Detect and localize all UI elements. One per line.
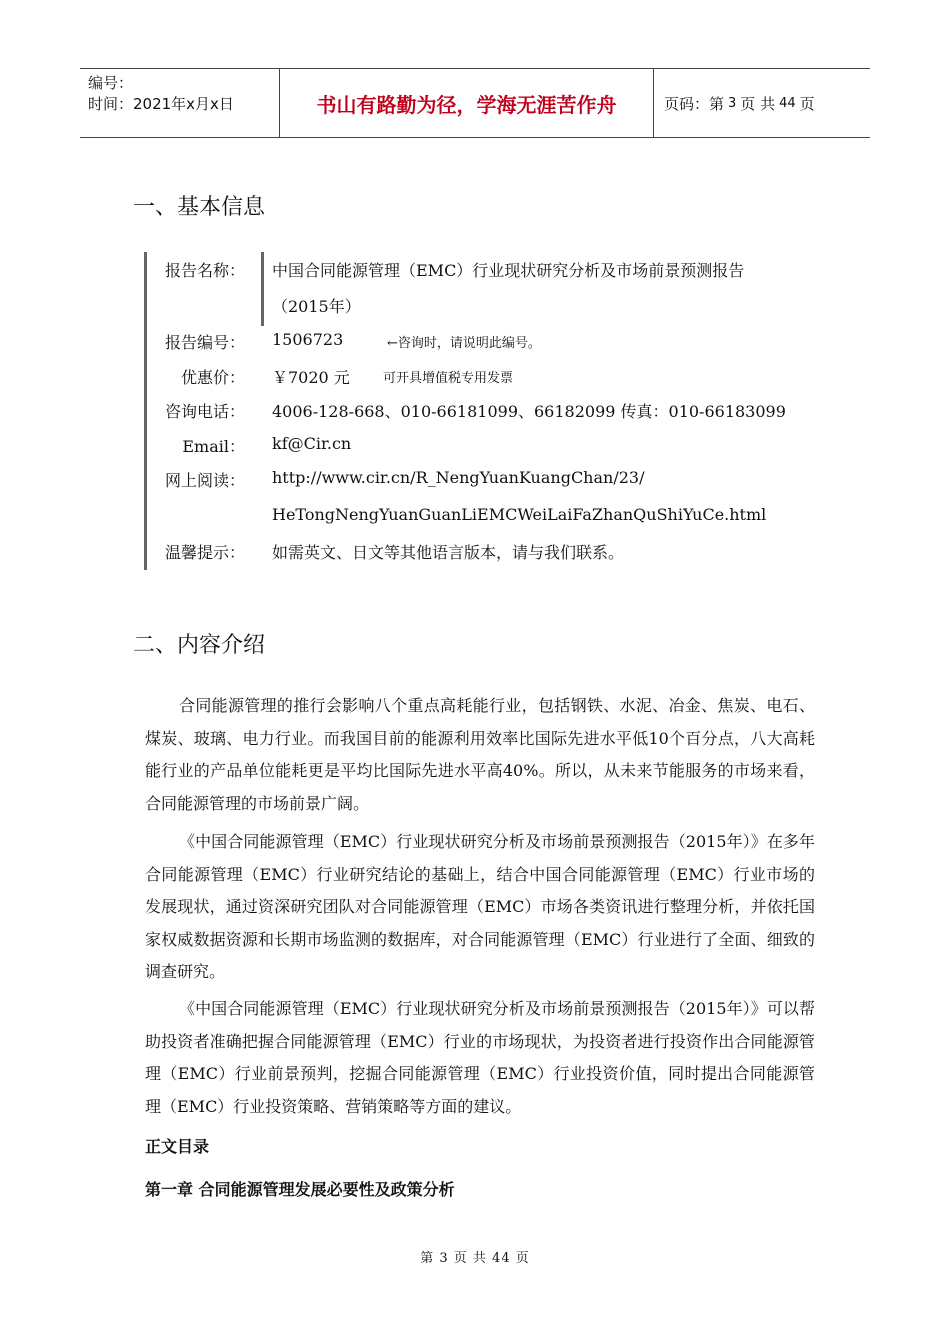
header-meta (80, 69, 280, 137)
report-no: 1506723 (272, 330, 344, 349)
intro-paragraph-1: 合同能源管理的推行会影响八个重点高耗能行业，包括钢铁、水泥、冶金、焦炭、电石、煤炭、玻璃、电力行业。而我国目前的能源利用效率比国际先进水平低10个百分点，八大高耗能行业的产品单位能耗更是平均比国际先进水平高40%。所以，从未来节能服务的市场来看，合同能源管理的市场前景广阔。 (145, 696, 815, 813)
toc-title: 正文目录 (145, 1137, 210, 1156)
header-motto: 书山有路勤为径，学海无涯苦作舟 (280, 69, 654, 137)
report-name-line1: 中国合同能源管理（EMC）行业现状研究分析及市场前景预测报告 (272, 261, 745, 280)
price-note: 可开具增值税专用发票 (383, 371, 514, 386)
page-mid: 页 共 (740, 94, 776, 113)
page-number: 3 (728, 95, 737, 111)
header-page-info (654, 69, 870, 137)
time-label: 时间：2021年x月x日 (88, 95, 234, 113)
intro-paragraph-3: 《中国合同能源管理（EMC）行业现状研究分析及市场前景预测报告（2015年）》可以帮助投资者准确把握合同能源管理（EMC）行业的市场现状，为投资者进行投资作出合同能源管理（EMC）行业前景预判，挖掘合同能源管理（EMC）行业投资价值，同时提出合同能源管理（EMC）行业投资策略、营销策略等方面的建议。 (145, 999, 815, 1116)
page-suffix: 页 (799, 94, 815, 113)
section-title-content-intro: 二、内容介绍 (133, 633, 266, 658)
info-divider (261, 252, 264, 326)
email[interactable]: kf@Cir.cn (272, 434, 352, 453)
web-link-line2[interactable]: HeTongNengYuanGuanLiEMCWeiLaiFaZhanQuShiYuCe.html (272, 505, 767, 524)
price-label: 优惠价： (180, 368, 245, 387)
email-label: Email： (182, 437, 245, 456)
price: ￥7020 元 (272, 368, 350, 387)
report-name-label: 报告名称： (164, 261, 245, 280)
info-block (144, 252, 847, 570)
section-title-basic-info: 一、基本信息 (133, 195, 266, 220)
chapter-1-title: 第一章 合同能源管理发展必要性及政策分析 (145, 1180, 455, 1199)
number-label: 编号： (88, 74, 134, 92)
tip: 如需英文、日文等其他语言版本，请与我们联系。 (272, 543, 625, 562)
tip-label: 温馨提示： (164, 543, 245, 562)
phone-label: 咨询电话： (164, 402, 245, 421)
page-footer: 第 3 页 共 44 页 (420, 1251, 530, 1266)
report-no-label: 报告编号： (164, 333, 245, 352)
web-label: 网上阅读： (164, 471, 245, 490)
web-link-line1[interactable]: http://www.cir.cn/R_NengYuanKuangChan/23/ (272, 468, 645, 487)
phone: 4006-128-668、010-66181099、66182099 传真：010-66183099 (272, 402, 786, 421)
page-prefix: 页码：第 (664, 94, 725, 113)
report-no-note: ←咨询时，请说明此编号。 (387, 336, 541, 351)
page-header (80, 68, 870, 138)
report-name-line2: （2015年） (272, 297, 361, 316)
page-total: 44 (779, 95, 796, 111)
intro-paragraph-2: 《中国合同能源管理（EMC）行业现状研究分析及市场前景预测报告（2015年）》在多年合同能源管理（EMC）行业研究结论的基础上，结合中国合同能源管理（EMC）行业市场的发展现状，通过资深研究团队对合同能源管理（EMC）市场各类资讯进行整理分析，并依托国家权威数据资源和长期市场监测的数据库，对合同能源管理（EMC）行业进行了全面、细致的调查研究。 (145, 832, 815, 981)
